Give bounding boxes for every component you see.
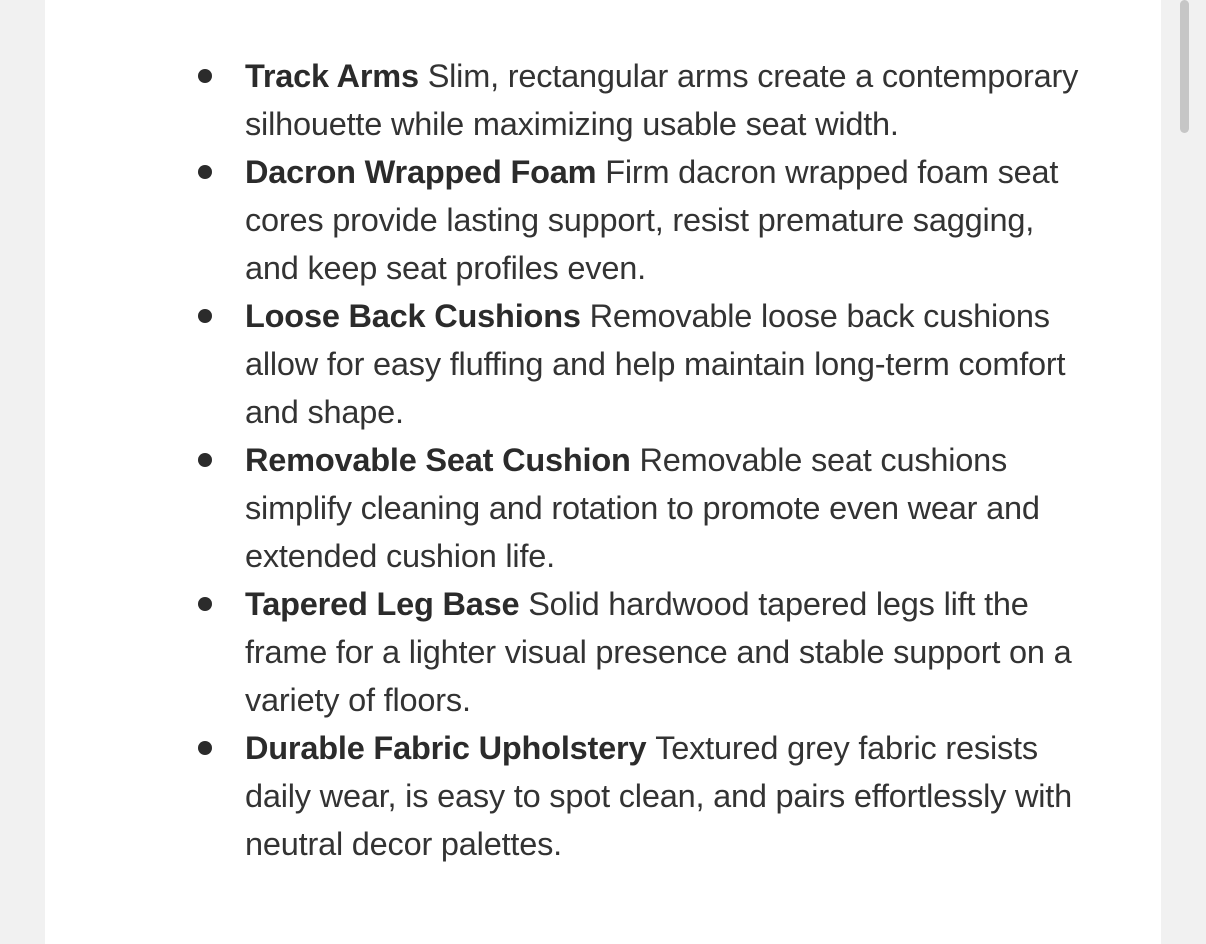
feature-name: Dacron Wrapped Foam <box>245 154 606 190</box>
vertical-scrollbar[interactable] <box>1161 0 1206 944</box>
feature-item-tapered-leg-base <box>245 580 1085 724</box>
feature-name: Tapered Leg Base <box>245 586 529 622</box>
feature-item-dacron-wrapped-foam <box>245 148 1085 292</box>
bullet-icon <box>198 741 212 755</box>
feature-description: Solid hardwood tapered legs lift the frame for a lighter visual presence and stable support on a variety of floors. <box>245 586 1072 718</box>
feature-description: Removable seat cushions simplify cleaning and rotation to promote even wear and extended cushion life. <box>245 442 1040 574</box>
feature-name: Durable Fabric Upholstery <box>245 730 656 766</box>
feature-description: Textured grey fabric resists daily wear, is easy to spot clean, and pairs effortlessly with neutral decor palettes. <box>245 730 1072 862</box>
feature-item-track-arms <box>245 52 1085 148</box>
feature-description: Slim, rectangular arms create a contemporary silhouette while maximizing usable seat width. <box>245 58 1079 142</box>
feature-item-removable-seat-cushion <box>245 436 1085 580</box>
feature-name: Loose Back Cushions <box>245 298 590 334</box>
bullet-icon <box>198 597 212 611</box>
feature-item-durable-fabric-upholstery <box>245 724 1085 868</box>
bullet-icon <box>198 453 212 467</box>
feature-list <box>245 52 1085 868</box>
bullet-icon <box>198 165 212 179</box>
feature-description: Removable loose back cushions allow for easy fluffing and help maintain long-term comfort and shape. <box>245 298 1066 430</box>
bullet-icon <box>198 69 212 83</box>
feature-name: Track Arms <box>245 58 428 94</box>
feature-name: Removable Seat Cushion <box>245 442 640 478</box>
feature-item-loose-back-cushions <box>245 292 1085 436</box>
content-panel <box>45 0 1161 944</box>
scrollbar-thumb[interactable] <box>1180 0 1189 133</box>
feature-description: Firm dacron wrapped foam seat cores provide lasting support, resist premature sagging, and keep seat profiles even. <box>245 154 1059 286</box>
bullet-icon <box>198 309 212 323</box>
